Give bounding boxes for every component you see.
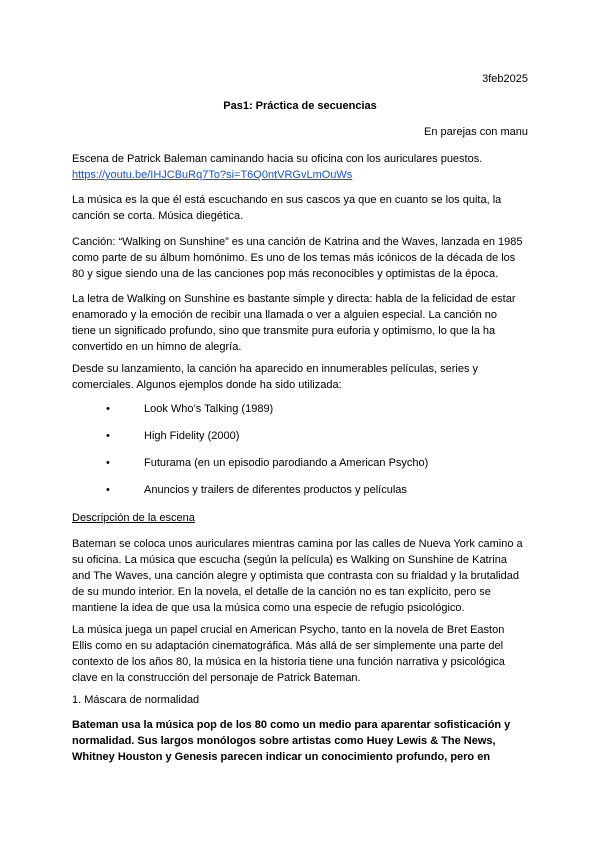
list-item-text: High Fidelity (2000) [144,430,240,442]
text-line: mantiene la idea de que usa la música como una especie de refugio psicológico. [72,602,465,614]
scene-paragraph [72,151,530,183]
uses-paragraph [72,361,530,393]
list-item-text: Look Who’s Talking (1989) [144,403,274,415]
description-paragraph [72,536,530,616]
text-line: enamorado y la emoción de recibir una llamada o ver a alguien especial. La canción no [72,309,497,321]
text-line: Bateman usa la música pop de los 80 como un medio para aparentar sofisticación y [72,719,511,731]
bullet-icon: • [106,403,110,415]
text-line: La música juega un papel crucial en American Psycho, tanto en la novela de Bret Easton [72,624,505,636]
text-line: Desde su lanzamiento, la canción ha aparecido en innumerables películas, series y [72,363,479,375]
song-paragraph [72,234,530,282]
description-heading: Descripción de la escena [72,512,195,524]
pair-note: En parejas con manu [424,126,528,138]
text-line: La letra de Walking on Sunshine es bastante simple y directa: habla de la felicidad de estar [72,293,516,305]
text-line: canción se corta. Música diegética. [72,210,244,222]
role-paragraph [72,622,530,686]
document-title: Pas1: Práctica de secuencias [223,100,377,112]
bullet-icon: • [106,484,110,496]
diegetic-paragraph [72,192,530,224]
text-line: Canción: “Walking on Sunshine” es una canción de Katrina and the Waves, lanzada en 1985 [72,236,523,248]
bold-paragraph [72,717,530,765]
text-line: Bateman se coloca unos auriculares mientras camina por las calles de Nueva York camino a [72,538,523,550]
text-line: contexto de los años 80, la música en la historia tiene una función narrativa y psicológica [72,656,505,668]
list-item-text: Futurama (en un episodio parodiando a American Psycho) [144,457,429,469]
text-line: convertido en un himno de alegría. [72,341,242,353]
scene-line: Escena de Patrick Baleman caminando hacia su oficina con los auriculares puestos. [72,153,483,165]
text-line: 80 y sigue siendo una de las canciones pop más reconocibles y optimistas de la época. [72,268,499,280]
document-date: 3feb2025 [482,73,528,85]
text-line: Ellis como en su adaptación cinematográfica. Más allá de ser simplemente una parte del [72,640,504,652]
bullet-icon: • [106,430,110,442]
lyrics-paragraph [72,291,530,355]
bullet-icon: • [106,457,110,469]
text-line: Whitney Houston y Genesis parecen indicar un conocimiento profundo, pero en [72,751,491,763]
text-line: como parte de su álbum homónimo. Es uno de los temas más icónicos de la década de los [72,252,516,264]
text-line: La música es la que él está escuchando en sus cascos ya que en cuanto se los quita, la [72,194,502,206]
text-line: tiene un significado profundo, sino que transmite pura euforia y optimismo, lo que la ha [72,325,496,337]
text-line: normalidad. Sus largos monólogos sobre artistas como Huey Lewis & The News, [72,735,496,747]
text-line: de su mundo interior. En la novela, el detalle de la canción no es tan explícito, pero se [72,586,491,598]
text-line: clave en la construcción del personaje de Patrick Bateman. [72,672,361,684]
section-heading: 1. Máscara de normalidad [72,694,200,706]
text-line: su oficina. La música que escucha (según la película) es Walking on Sunshine de Katrina [72,554,507,566]
text-line: and The Waves, una canción alegre y optimista que contrasta con su frialdad y la brutalidad [72,570,519,582]
text-line: comerciales. Algunos ejemplos donde ha sido utilizada: [72,379,342,391]
list-item-text: Anuncios y trailers de diferentes productos y películas [144,484,407,496]
youtube-link[interactable]: https://youtu.be/IHJCBuRq7To?si=T6Q0ntVRGvLmOuWs [72,169,353,181]
